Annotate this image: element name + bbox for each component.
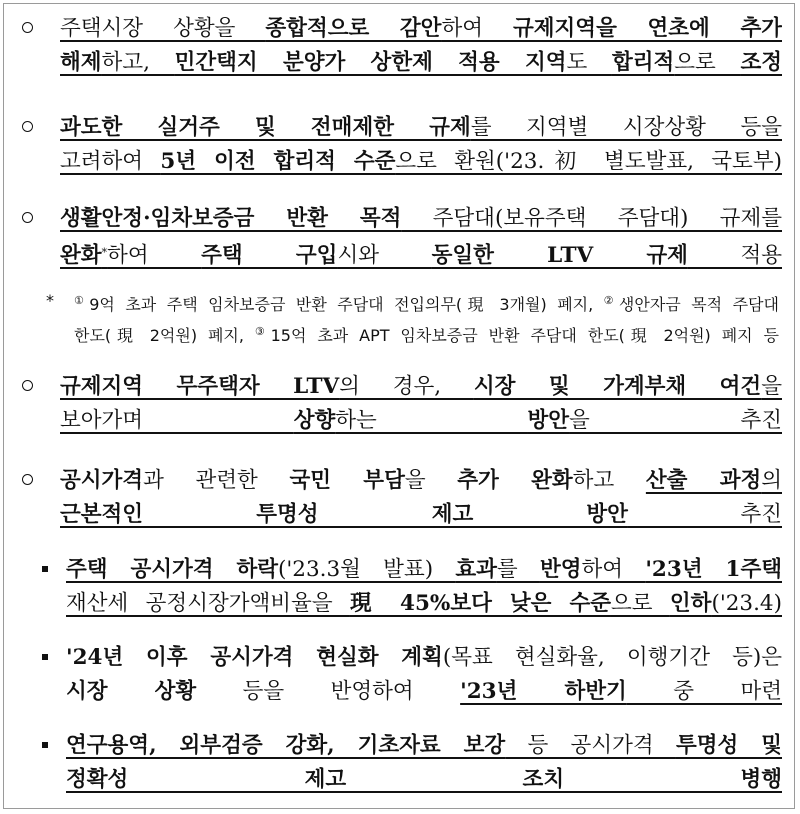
text-line: 주택시장 상황을 종합적으로 감안하여 규제지역을 연초에 추가 [60,16,782,41]
text-line: 근본적인 투명성 제고 방안 추진 [60,502,782,527]
bullet-text [60,370,782,438]
square-bullet-icon [42,566,48,572]
text-line: 공시가격과 관련한 국민 부담을 추가 완화하고 산출 과정의 [60,468,782,493]
bullet-text [60,12,782,80]
bullet-text [66,641,782,709]
text-line: 과도한 실거주 및 전매제한 규제를 지역별 시장상황 등을 [60,115,782,140]
text-line: 정확성 제고 조치 병행 [66,767,782,792]
text-line: 완화*하여 주택 구입시와 동일한 LTV 규제 적용 [60,243,782,268]
bullet-text [60,464,782,532]
text-line: '24년 이후 공시가격 현실화 계획(목표 현실화율, 이행기간 등)은 [66,645,782,670]
bullet-text [60,111,782,179]
circle-bullet-icon [22,474,33,485]
circle-bullet-icon [22,380,33,391]
footnote-asterisk: * [46,291,54,310]
text-line: 재산세 공정시장가액비율을 現 45%보다 낮은 수준으로 인하('23.4) [66,591,782,616]
bullet-text [60,202,782,270]
footnote-line: ①9억 초과 주택 임차보증금 반환 주담대 전입의무(現 3개월) 폐지, ②생안자금 목적 주담대 [74,294,779,314]
bullet-text [66,729,782,797]
circle-bullet-icon [22,121,33,132]
footnote-line: 한도(現 2억원) 폐지, ③15억 초과 APT 임차보증금 반환 주담대 한도(現 2억원) 폐지 등 [74,325,779,345]
text-line: 시장 상황 등을 반영하여 '23년 하반기 중 마련 [66,679,782,704]
text-line: 해제하고, 민간택지 분양가 상한제 적용 지역도 합리적으로 조정 [60,50,782,75]
text-line: 보아가며 상향하는 방안을 추진 [60,408,782,433]
text-line: 생활안정·임차보증금 반환 목적 주담대(보유주택 주담대) 규제를 [60,206,782,231]
text-line: 주택 공시가격 하락('23.3월 발표) 효과를 반영하여 '23년 1주택 [66,557,782,582]
bullet-text [66,553,782,621]
text-line: 규제지역 무주택자 LTV의 경우, 시장 및 가계부채 여건을 [60,374,782,399]
text-line: 연구용역, 외부검증 강화, 기초자료 보강 등 공시가격 투명성 및 [66,733,782,758]
circle-bullet-icon [22,212,33,223]
square-bullet-icon [42,654,48,660]
square-bullet-icon [42,742,48,748]
text-line: 고려하여 5년 이전 합리적 수준으로 환원('23.初 별도발표, 국토부) [60,149,782,174]
circle-bullet-icon [22,22,33,33]
